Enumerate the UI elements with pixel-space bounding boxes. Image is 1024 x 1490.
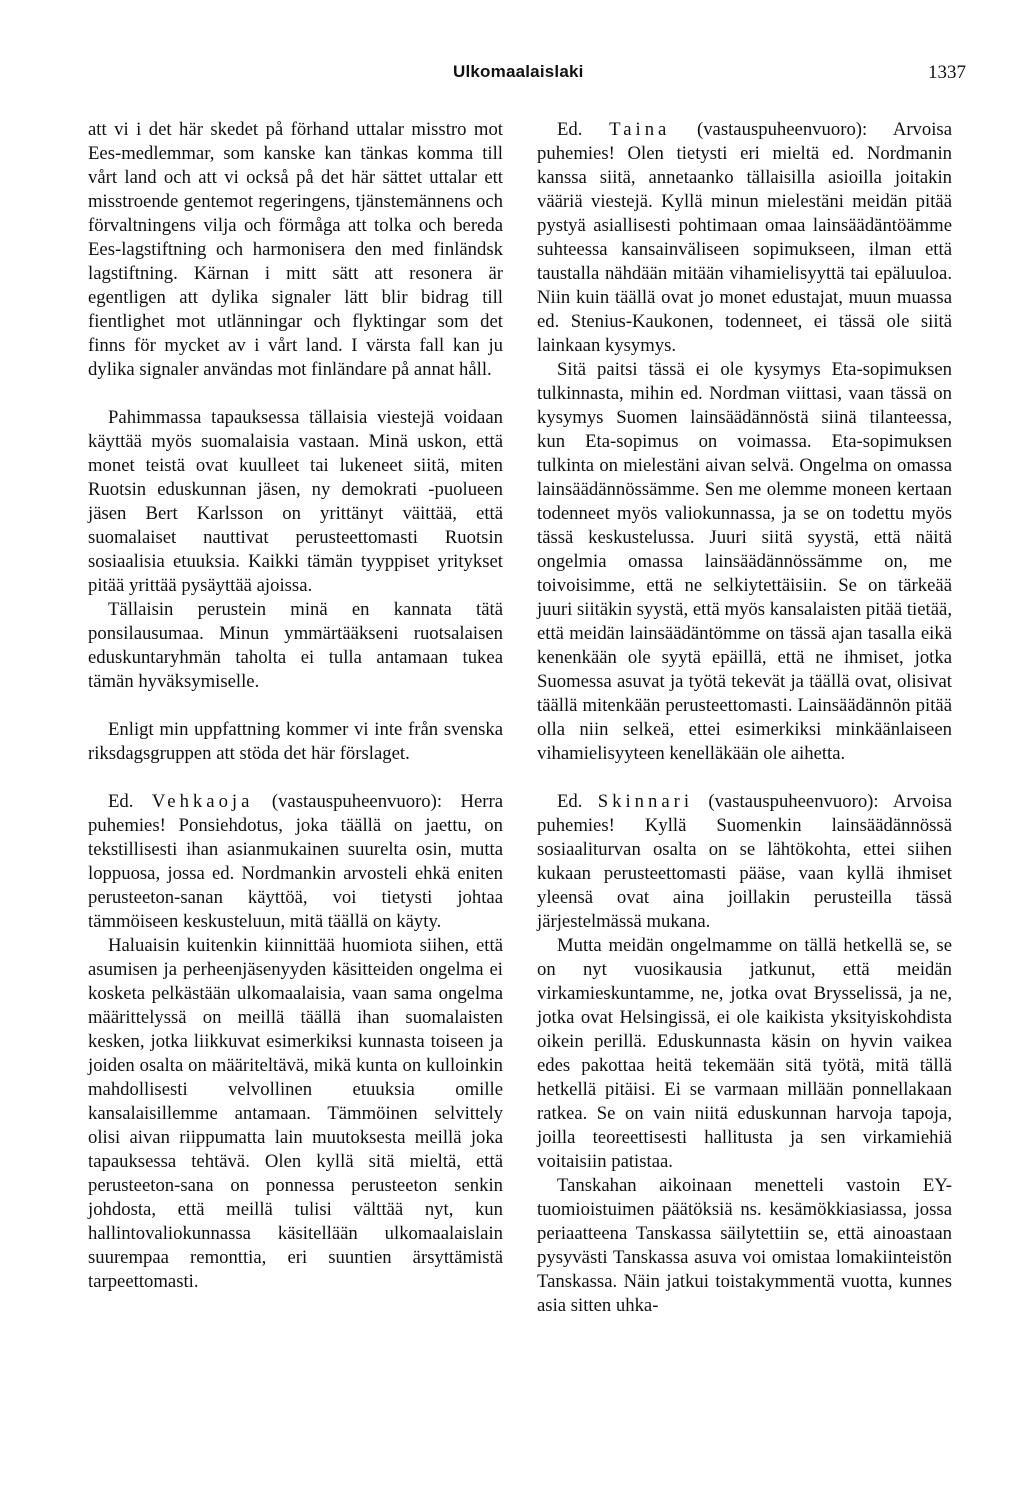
left-column (88, 118, 503, 1294)
running-title: Ulkomaalaislaki (453, 62, 584, 81)
right-column (537, 118, 952, 1318)
speaker-name: Taina (609, 119, 671, 140)
speaker-paragraph (88, 790, 503, 934)
paragraph: Tanskahan aikoinaan menetteli vastoin EY-tuomioistuimen päätöksiä ns. kesämökkiasiassa, jossa periaatteena Tanskassa säilytettiin se, että ainoastaan pysyvästi Tanskassa asuva voi omistaa lomakiinteistön Tanskassa. Näin jatkui toistakymmentä vuotta, kunnes asia sitten uhka- (537, 1175, 952, 1316)
speaker-prefix: Ed. (108, 791, 134, 812)
speaker-name: Skinnari (597, 791, 694, 812)
speech-text: (vastauspuheenvuoro): Arvoisa puhemies! Kyllä Suomenkin lainsäädännössä sosiaaliturvan osalta on se lähtökohta, ettei siihen kukaan perusteettomasti pääse, vaan kyllä ihmiset yleensä ovat aina joillakin perusteilla tässä järjestelmässä mukana. (537, 791, 952, 932)
speech-text: (vastauspuheenvuoro): Herra puhemies! Ponsiehdotus, joka täällä on jaettu, on tekstillisesti ihan asianmukainen suurelta osin, mutta loppuosa, jossa ed. Nordmankin arvosteli ehkä eniten perusteeton-sanan käyttöä, voi tietysti johtaa tämmöiseen keskusteluun, mitä täällä on käyty. (88, 791, 504, 932)
speech-text: (vastauspuheenvuoro): Arvoisa puhemies! Olen tietysti eri mieltä ed. Nordmanin kanssa siitä, annetaanko tällaisilla asioilla joitakin vääriä viestejä. Kyllä minun mielestäni meidän pitää pystyä asiallisesti pohtimaan omaa lainsäädäntöämme suhteessa kansainväliseen sopimukseen, ilman että taustalla nähdään mitään vihamielisyyttä tai epäluuloa. Niin kuin täällä ovat jo monet edustajat, muun muassa ed. Stenius-Kaukonen, todenneet, ei tässä ole siitä lainkaan kysymys. (537, 119, 952, 356)
paragraph: Haluaisin kuitenkin kiinnittää huomiota siihen, että asumisen ja perheenjäsenyyden käsitteiden ongelma ei kosketa pelkästään ulkomaalaisia, vaan sama ongelma määrittelyssä on meillä täällä ihan suomalaisten kesken, jotka liikkuvat esimerkiksi kunnasta toiseen ja joiden osalta on määriteltävä, mikä kunta on kulloinkin mahdollisesti velvollinen etuuksia omille kansalaisillemme antamaan. Tämmöinen selvittely olisi aivan riippumatta lain muutoksesta meillä joka tapauksessa tehtävä. Olen kyllä sitä mieltä, että perusteeton-sana on ponnessa perusteeton senkin johdosta, että meillä tulisi välttää nyt, kun hallintovaliokunnassa käsitellään ulkomaalaislain suurempaa remonttia, eri suuntien ärsyttämistä tarpeettomasti. (88, 935, 503, 1292)
paragraph: Sitä paitsi tässä ei ole kysymys Eta-sopimuksen tulkinnasta, mihin ed. Nordman viittasi, vaan tässä on kysymys Suomen lainsäädännöstä siinä tilanteessa, kun Eta-sopimus on voimassa. Eta-sopimuksen tulkinta on mielestäni aivan selvä. Ongelma on omassa lainsäädännössämme. Sen me olemme moneen kertaan todenneet myös valiokunnassa, ja se on todettu myös tässä keskustelussa. Juuri siitä syystä, että näitä ongelmia omassa lainsäädännössämme on, me toivoisimme, että ne selkiytettäisiin. Se on tärkeää juuri siitäkin syystä, että myös kansalaisten pitää tietää, että meidän lainsäädäntömme on tässä ajan tasalla eikä kenenkään ole syytä epäillä, että ne ihmiset, jotka Suomessa asuvat ja työtä tekevät ja täällä ovat, olisivat täällä mitenkään perusteettomasti. Lainsäädännön pitää olla niin selkeä, ettei esimerkiksi minkäänlaiseen vihamielisyyteen kenelläkään ole aihetta. (537, 359, 952, 764)
speaker-paragraph (537, 790, 952, 934)
paragraph: Enligt min uppfattning kommer vi inte från svenska riksdagsgruppen att stöda det här förslaget. (88, 719, 503, 764)
speaker-prefix: Ed. (557, 119, 583, 140)
paragraph: Pahimmassa tapauksessa tällaisia viestejä voidaan käyttää myös suomalaisia vastaan. Minä uskon, että monet teistä ovat kuulleet tai lukeneet siitä, miten Ruotsin eduskunnan jäsen, ny demokrati -puolueen jäsen Bert Karlsson on yrittänyt väittää, että suomalaiset nauttivat perusteettomasti Ruotsin sosiaalisia etuuksia. Kaikki tämän tyyppiset yritykset pitää yrittää pysäyttää ajoissa. (88, 407, 503, 596)
page-number: 1337 (928, 62, 966, 83)
paragraph: att vi i det här skedet på förhand uttalar misstro mot Ees-medlemmar, som kanske kan tänkas komma till vårt land och att vi också på det här sättet uttalar ett misstroende gentemot regeringens, tjänstemännens och förvaltningens vilja och förmåga att tolka och bereda Ees-lagstiftning och harmonisera den med finländsk lagstiftning. Kärnan i mitt sätt att resonera är egentligen att dylika signaler lätt blir bidrag till fientlighet mot utlänningar och flyktingar som det finns för mycket av i vårt land. I värsta fall kan ju dylika signaler användas mot finländare på annat håll. (88, 119, 503, 380)
speaker-paragraph (537, 118, 952, 358)
speaker-prefix: Ed. (557, 791, 583, 812)
paragraph: Mutta meidän ongelmamme on tällä hetkellä se, se on nyt vuosikausia jatkunut, että meidän virkamieskuntamme, ne, jotka ovat Brysselissä, ja ne, jotka ovat Helsingissä, ei ole kaikista yksityiskohdista oikein perillä. Eduskunnasta käsin on hyvin vaikea edes pakottaa heitä tekemään sitä työtä, mitä tällä hetkellä pitäisi. Ei se varmaan millään ponnellakaan ratkea. Se on vain niitä eduskunnan harvoja tapoja, joilla teoreettisesti hallitusta ja sen virkamiehiä voitaisiin patistaa. (537, 935, 952, 1172)
page-header (0, 62, 1024, 90)
paragraph: Tällaisin perustein minä en kannata tätä ponsilausumaa. Minun ymmärtääkseni ruotsalaisen eduskuntaryhmän taholta ei tulla antamaan tukea tämän hyväksymiselle. (88, 599, 503, 692)
speaker-name: Vehkaoja (151, 791, 254, 812)
